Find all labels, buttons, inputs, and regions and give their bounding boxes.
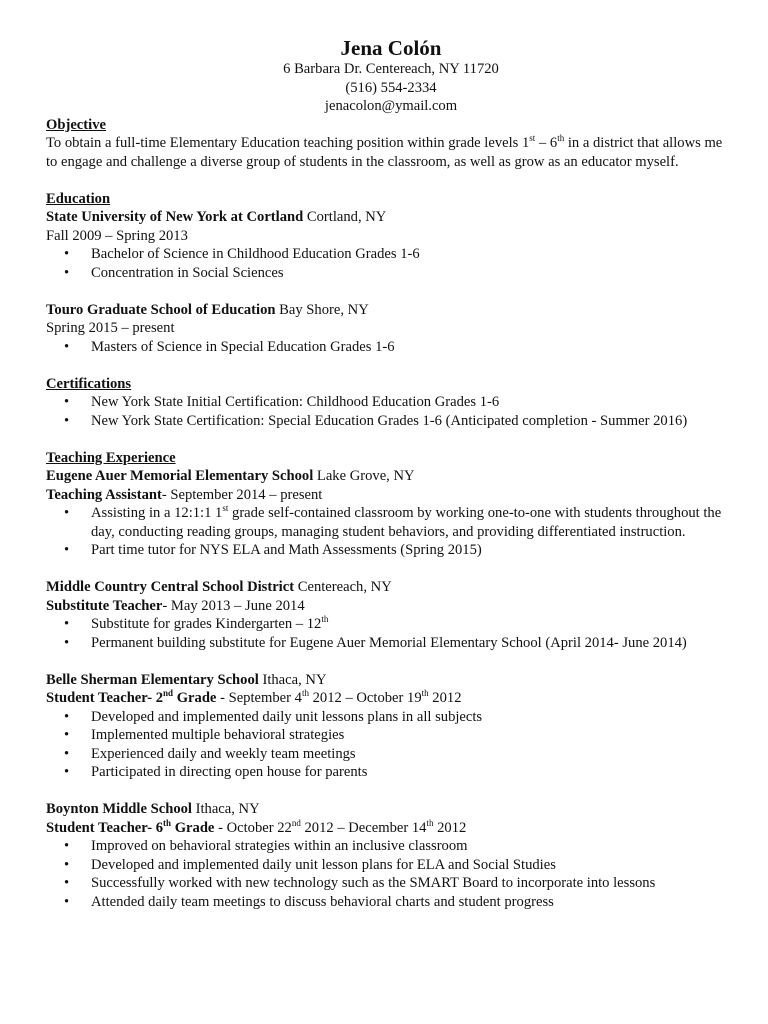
superscript: st bbox=[529, 133, 536, 144]
superscript: th bbox=[321, 614, 329, 625]
experience-heading: Teaching Experience bbox=[46, 449, 176, 466]
role-text-part: Student Teacher- 2 bbox=[46, 690, 164, 706]
objective-section bbox=[46, 116, 736, 172]
address: 6 Barbara Dr. Centereach, NY 11720 bbox=[283, 61, 499, 77]
superscript: st bbox=[222, 503, 229, 514]
bullet-text-part: grade self-contained classroom by working one-to-one with students throughout the day, conducting reading groups, managing student behaviors, and providing differentiated instruction. bbox=[91, 505, 722, 540]
superscript: th bbox=[301, 688, 309, 699]
job-role: Teaching Assistant bbox=[46, 486, 162, 503]
dates-text-part: 2012 bbox=[433, 819, 467, 836]
list-item: • New York State Certification: Special Education Grades 1-6 (Anticipated completion - Summer 2016) bbox=[46, 412, 736, 431]
list-item: • Part time tutor for NYS ELA and Math Assessments (Spring 2015) bbox=[46, 541, 736, 560]
employer-name: Eugene Auer Memorial Elementary School bbox=[46, 468, 314, 484]
job-role-line bbox=[46, 689, 736, 708]
job-entry bbox=[46, 800, 736, 911]
dates-text-part: - October 22 bbox=[214, 819, 292, 836]
education-heading: Education bbox=[46, 190, 111, 207]
certification-bullets bbox=[46, 393, 736, 430]
dates-text-part: 2012 bbox=[428, 690, 462, 706]
school-bullets bbox=[46, 338, 736, 357]
job-role: Substitute Teacher bbox=[46, 597, 163, 614]
school-name: Touro Graduate School of Education bbox=[46, 301, 276, 318]
superscript: th bbox=[426, 817, 434, 828]
experience-section bbox=[46, 449, 736, 912]
school-entry bbox=[46, 301, 736, 357]
dates-text-part: - September 4 bbox=[216, 690, 302, 706]
employer-location: Centereach, NY bbox=[294, 579, 392, 595]
employer-location: Ithaca, NY bbox=[191, 801, 260, 817]
superscript: th bbox=[421, 688, 429, 699]
superscript: nd bbox=[291, 817, 301, 828]
job-bullets bbox=[46, 504, 736, 560]
employer-name: Belle Sherman Elementary School bbox=[46, 671, 259, 688]
school-location: Bay Shore, NY bbox=[275, 301, 369, 318]
superscript: th bbox=[163, 817, 172, 828]
school-dates: Spring 2015 – present bbox=[46, 320, 175, 336]
email: jenacolon@ymail.com bbox=[324, 98, 458, 114]
superscript: th bbox=[557, 133, 565, 144]
objective-text-part: in a district that allows me to engage and challenge a diverse group of students in the classroom, as well as grow as an educator myself. bbox=[46, 135, 723, 170]
list-item: • Concentration in Social Sciences bbox=[46, 264, 736, 283]
role-text-part: Student Teacher- 6 bbox=[46, 819, 164, 836]
objective-text-part: To obtain a full-time Elementary Education teaching position within grade levels 1 bbox=[46, 135, 530, 151]
list-item: • Participated in directing open house for parents bbox=[46, 763, 736, 782]
employer-name: Middle Country Central School District bbox=[46, 579, 295, 595]
dates-text-part: 2012 – October 19 bbox=[308, 690, 422, 706]
employer-location: Ithaca, NY bbox=[258, 671, 327, 688]
employer-location: Lake Grove, NY bbox=[313, 468, 415, 484]
job-bullets bbox=[46, 708, 736, 782]
certifications-heading: Certifications bbox=[46, 375, 132, 392]
list-item bbox=[46, 615, 736, 634]
objective-text bbox=[46, 134, 736, 171]
school-location: Cortland, NY bbox=[303, 209, 387, 225]
certifications-section bbox=[46, 375, 736, 431]
employer-name: Boynton Middle School bbox=[46, 801, 192, 817]
school-bullets bbox=[46, 245, 736, 282]
school-name: State University of New York at Cortland bbox=[46, 209, 304, 225]
job-entry bbox=[46, 671, 736, 782]
phone: (516) 554-2334 bbox=[345, 79, 437, 96]
job-bullets bbox=[46, 615, 736, 652]
school-entry bbox=[46, 208, 736, 282]
education-section bbox=[46, 190, 736, 357]
school-dates: Fall 2009 – Spring 2013 bbox=[46, 227, 188, 244]
job-role bbox=[46, 817, 215, 836]
resume-header bbox=[46, 36, 736, 116]
job-entry bbox=[46, 578, 736, 652]
role-text-part: Grade bbox=[173, 690, 217, 706]
list-item: • Developed and implemented daily unit lessons plans in all subjects bbox=[46, 708, 736, 727]
applicant-name: Jena Colón bbox=[340, 36, 442, 60]
superscript: nd bbox=[163, 688, 174, 699]
job-entry bbox=[46, 467, 736, 560]
job-role bbox=[46, 690, 216, 706]
job-role-line bbox=[46, 819, 736, 838]
list-item: • Implemented multiple behavioral strategies bbox=[46, 726, 736, 745]
list-item bbox=[46, 504, 736, 541]
bullet-text-part: Substitute for grades Kindergarten – 12 bbox=[91, 616, 322, 632]
list-item: • Experienced daily and weekly team meetings bbox=[46, 745, 736, 764]
dates-text-part: 2012 – December 14 bbox=[300, 819, 427, 836]
job-dates: - September 2014 – present bbox=[161, 486, 323, 503]
list-item: • Improved on behavioral strategies within an inclusive classroom bbox=[46, 837, 736, 856]
role-text-part: Grade bbox=[171, 819, 215, 836]
resume-page bbox=[46, 36, 736, 911]
list-item: • Developed and implemented daily unit lesson plans for ELA and Social Studies bbox=[46, 856, 736, 875]
list-item: • Bachelor of Science in Childhood Education Grades 1-6 bbox=[46, 245, 736, 264]
list-item: • Attended daily team meetings to discuss behavioral charts and student progress bbox=[46, 893, 736, 912]
list-item: • Masters of Science in Special Education Grades 1-6 bbox=[46, 338, 736, 357]
objective-heading: Objective bbox=[46, 116, 106, 133]
job-bullets bbox=[46, 837, 736, 911]
bullet-text-part: Assisting in a 12:1:1 1 bbox=[91, 505, 223, 521]
list-item: • Successfully worked with new technology such as the SMART Board to incorporate into lessons bbox=[46, 874, 736, 893]
job-dates: - May 2013 – June 2014 bbox=[162, 597, 305, 614]
objective-text-part: – 6 bbox=[535, 135, 558, 151]
list-item: • Permanent building substitute for Eugene Auer Memorial Elementary School (April 2014- June 2014) bbox=[46, 634, 736, 653]
list-item: • New York State Initial Certification: Childhood Education Grades 1-6 bbox=[46, 393, 736, 412]
